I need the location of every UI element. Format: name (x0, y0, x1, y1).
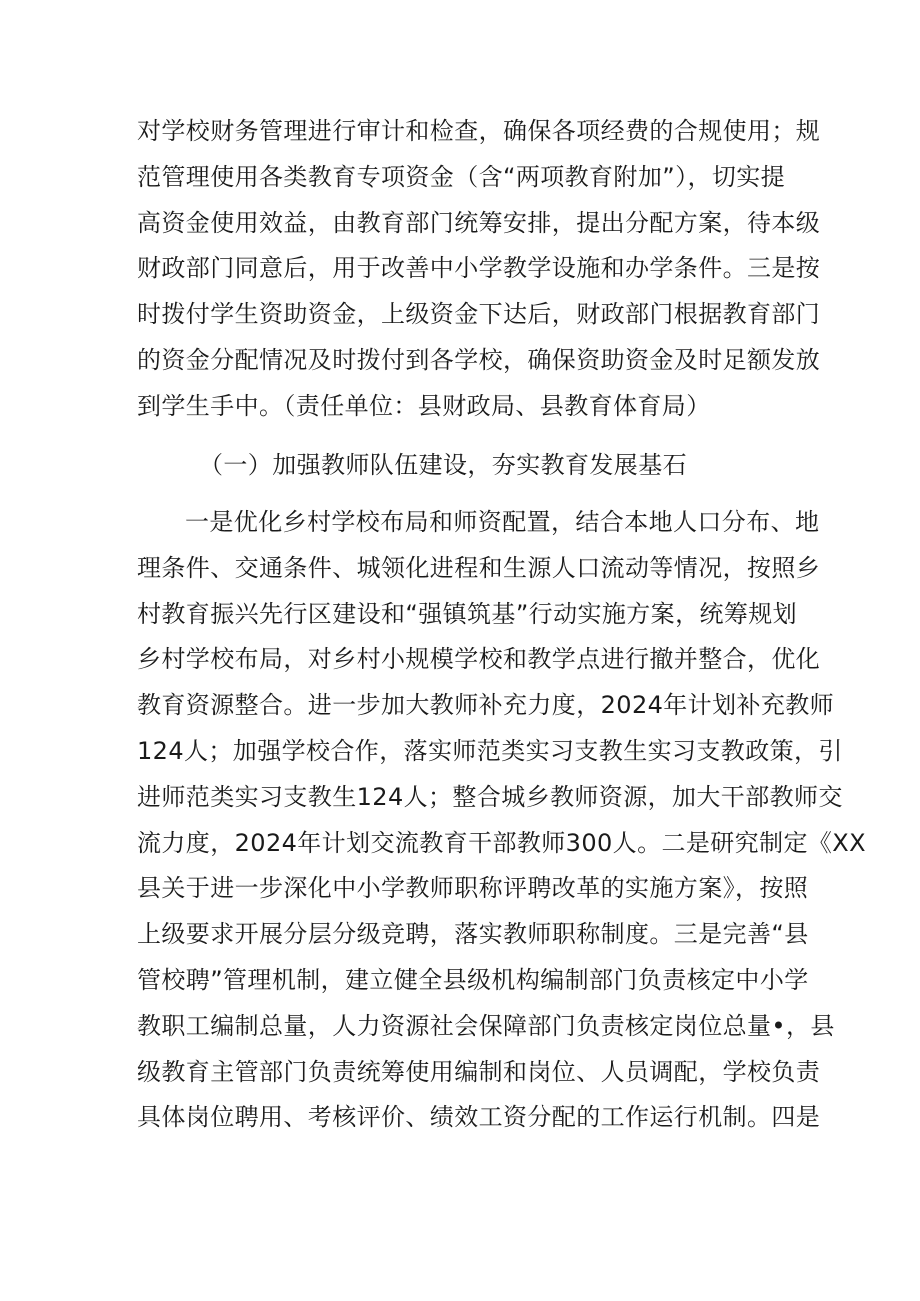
text-line: 上级要求开展分层分级竞聘，落实教师职称制度。三是完善“县 (137, 920, 809, 949)
text-line: 理条件、交通条件、城领化进程和生源人口流动等情况，按照乡 (137, 553, 821, 582)
text-line: 的资金分配情况及时拨付到各学校，确保资助资金及时足额发放 (137, 345, 821, 374)
text-line: 级教育主管部门负责统筹使用编制和岗位、人员调配，学校负责 (137, 1057, 821, 1086)
text-line: 管校聘”管理机制，建立健全县级机构编制部门负责核定中小学 (137, 965, 809, 994)
section-heading-text: （一）加强教师队伍建设，夯实教育发展基石 (199, 451, 687, 479)
text-line: 进师范类实习支教生124人；整合城乡教师资源，加大干部教师交 (137, 782, 843, 811)
text-line: 乡村学校布局，对乡村小规模学校和教学点进行撤并整合，优化 (137, 645, 821, 674)
paragraph-teacher-team (137, 500, 866, 1141)
text-line: 到学生手中。（责任单位：县财政局、县教育体育局） (137, 391, 711, 420)
text-line: 124人；加强学校合作，落实师范类实习支教生实习支教政策，引 (137, 736, 843, 765)
text-line: 具体岗位聘用、考核评价、绩效工资分配的工作运行机制。四是 (137, 1103, 821, 1132)
text-line: 范管理使用各类教育专项资金（含“两项教育附加”），切实提 (137, 162, 786, 191)
text-line: 时拨付学生资助资金，上级资金下达后，财政部门根据教育部门 (137, 300, 821, 329)
text-line: 财政部门同意后，用于改善中小学教学设施和办学条件。三是按 (137, 254, 821, 283)
text-line: 教育资源整合。进一步加大教师补充力度，2024年计划补充教师 (137, 691, 835, 720)
text-line: 教职工编制总量，人力资源社会保障部门负责核定岗位总量•，县 (137, 1011, 835, 1040)
section-heading (199, 443, 859, 489)
text-line: 流力度，2024年计划交流教育干部教师300人。二是研究制定《XX (137, 828, 866, 857)
paragraph-finance-management (137, 109, 821, 430)
text-line: 高资金使用效益，由教育部门统筹安排，提出分配方案，待本级 (137, 208, 821, 237)
text-line: 一是优化乡村学校布局和师资配置，结合本地人口分布、地 (185, 508, 820, 536)
text-line: 县关于进一步深化中小学教师职称评聘改革的实施方案》，按照 (137, 874, 809, 903)
text-line: 村教育振兴先行区建设和“强镇筑基”行动实施方案，统筹规划 (137, 599, 798, 628)
text-line: 对学校财务管理进行审计和检查，确保各项经费的合规使用；规 (137, 117, 821, 145)
